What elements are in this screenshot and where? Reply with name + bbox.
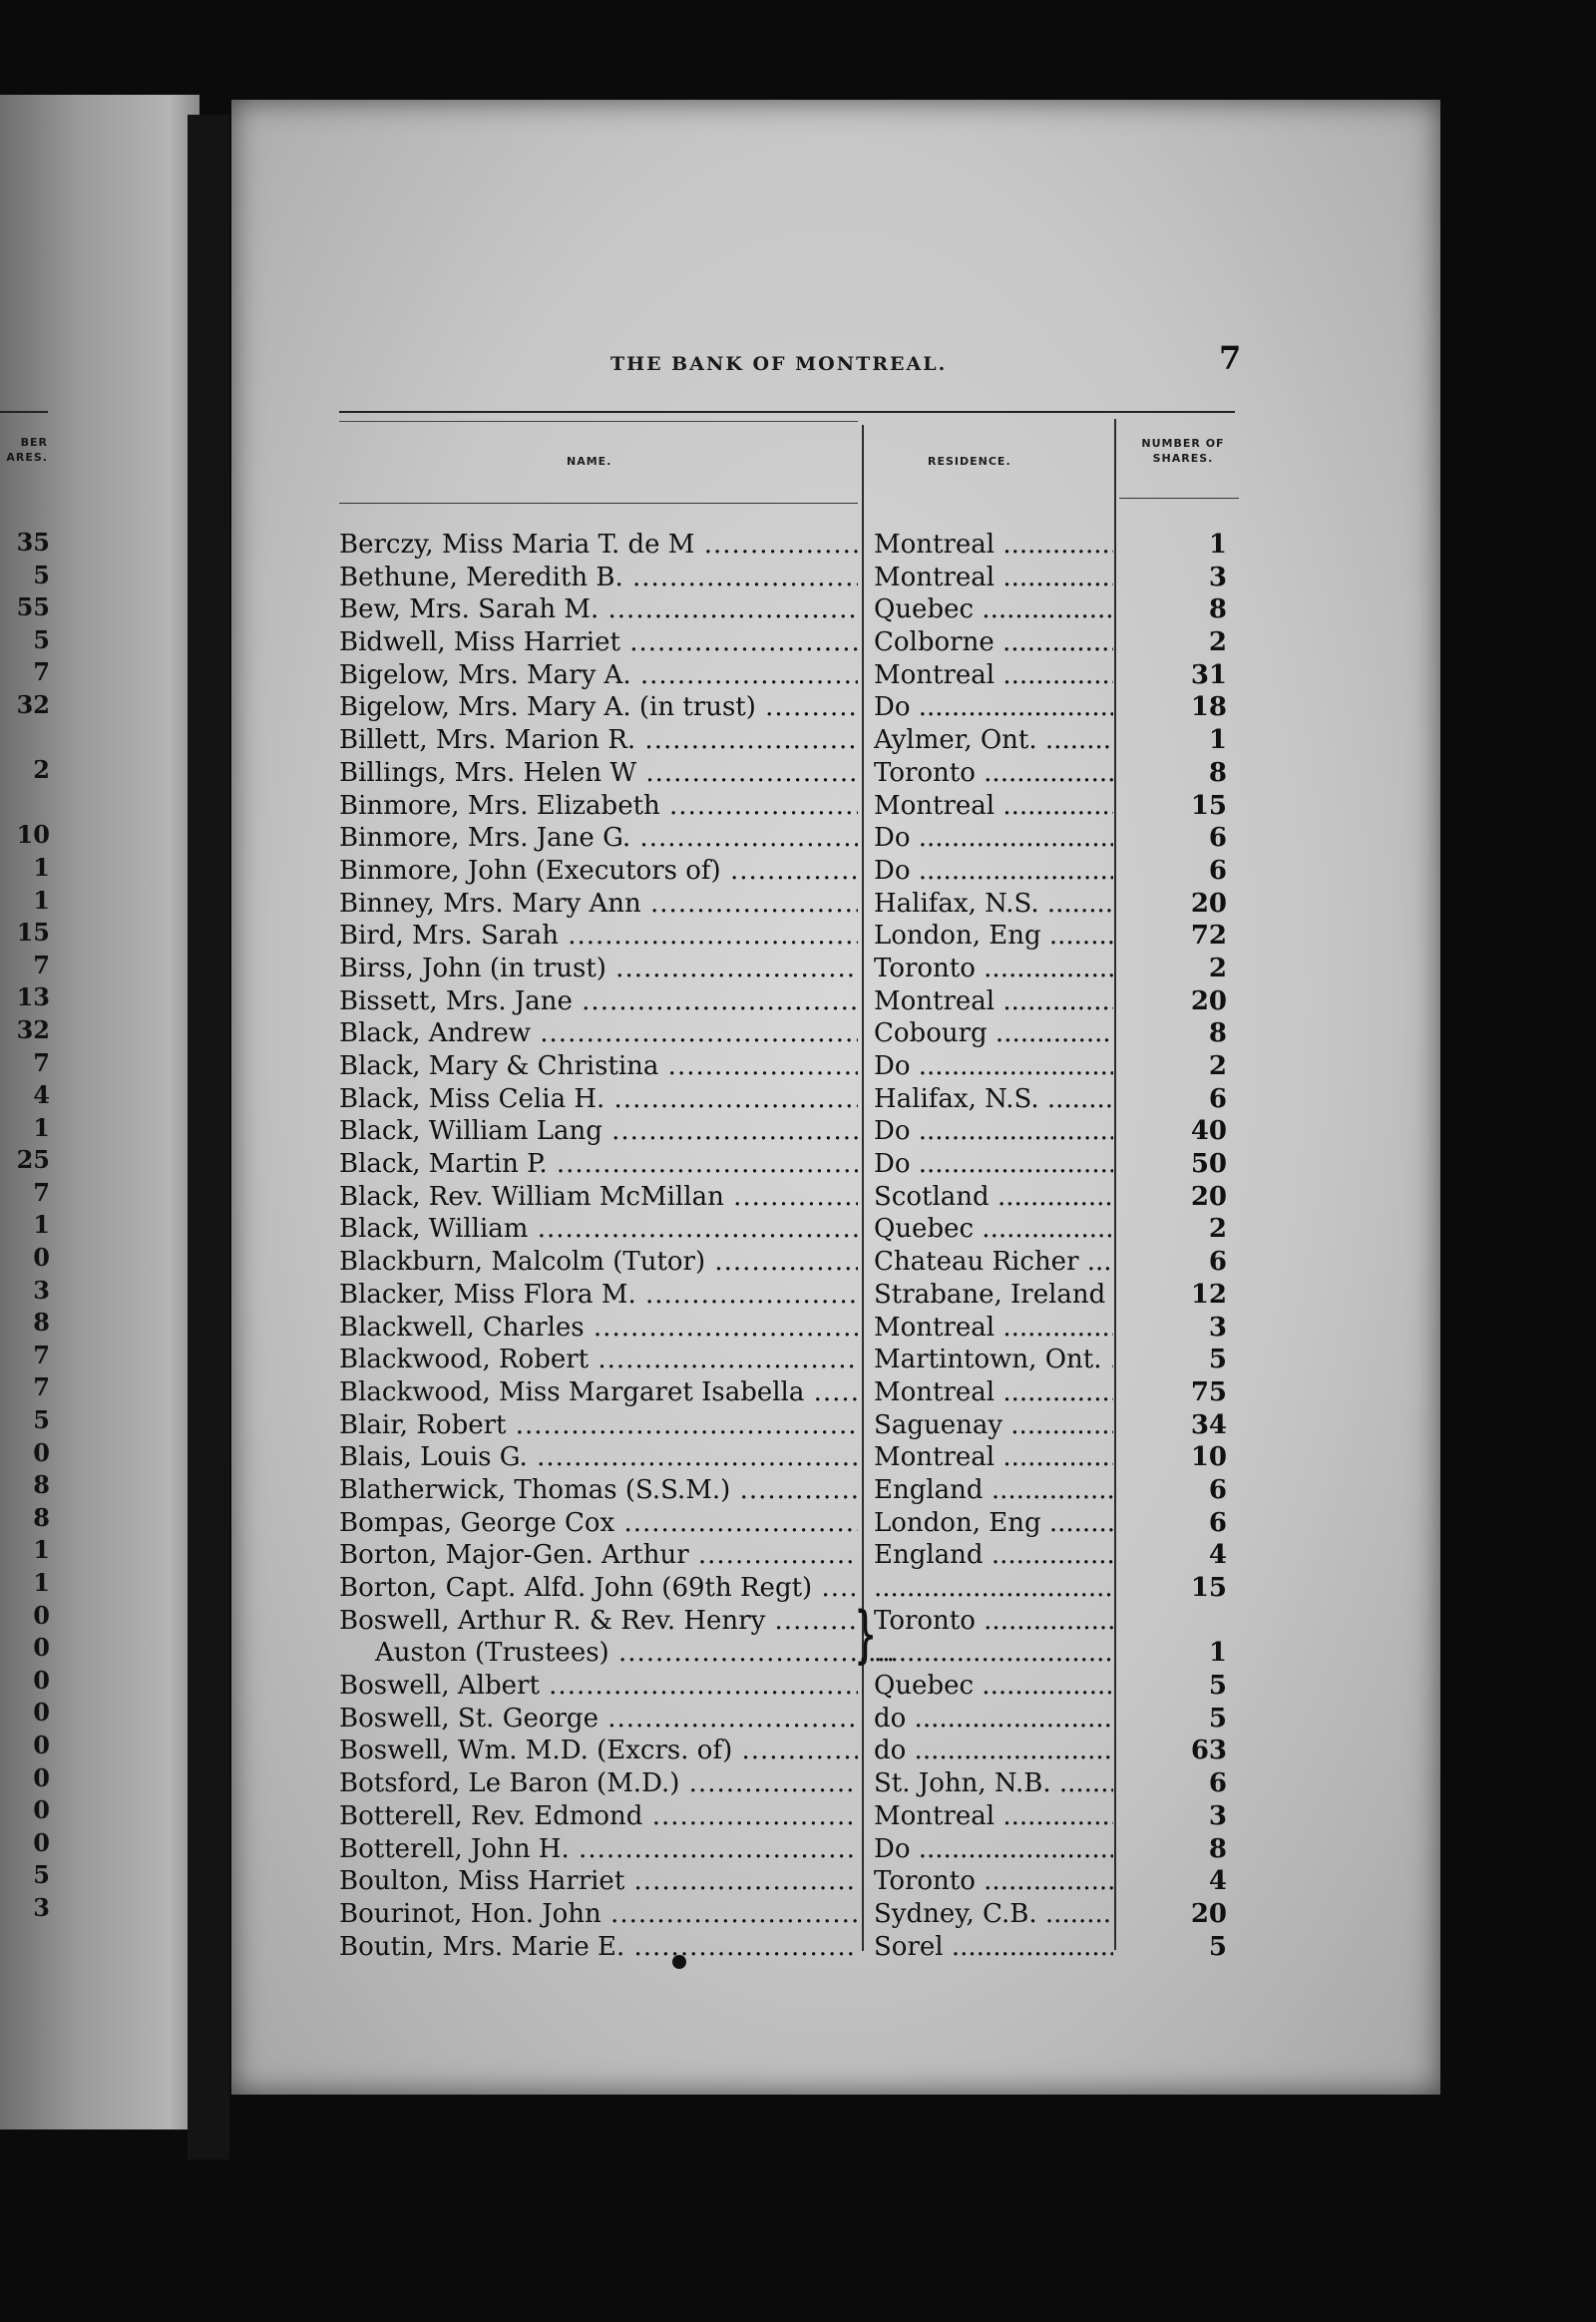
- shareholder-name: Binmore, Mrs. Jane G. .....: [339, 822, 858, 854]
- shareholder-residence: Do .....: [874, 691, 1113, 723]
- shareholder-shares: 40: [1190, 1116, 1227, 1147]
- facing-page-number: 0: [33, 1698, 50, 1728]
- shareholder-residence: Do .....: [874, 855, 1113, 887]
- shareholder-shares: 3: [1208, 1312, 1227, 1343]
- facing-page-number: 0: [33, 1633, 50, 1663]
- facing-page-number: 5: [33, 1860, 50, 1890]
- shareholder-shares: 63: [1190, 1736, 1227, 1766]
- shareholder-residence: Martintown, Ont. .....: [874, 1344, 1113, 1375]
- shareholder-name: Bigelow, Mrs. Mary A. (in trust) .....: [339, 691, 858, 723]
- shareholder-shares: 3: [1208, 562, 1227, 592]
- running-head: THE BANK OF MONTREAL.: [610, 353, 948, 375]
- shareholder-shares: 20: [1190, 1898, 1227, 1929]
- table-row: [0, 562, 1596, 594]
- shareholder-shares: 5: [1208, 1703, 1227, 1734]
- page-number: 7: [1219, 339, 1242, 377]
- facing-page-number: 55: [16, 592, 50, 622]
- table-row: [0, 1441, 1596, 1474]
- table-row: [0, 790, 1596, 823]
- shareholder-name: Boswell, Arthur R. & Rev. Henry .....: [339, 1605, 858, 1637]
- table-row: [0, 1279, 1596, 1312]
- shareholder-shares: 8: [1208, 1833, 1227, 1864]
- table-row: [0, 626, 1596, 659]
- facing-page-number: 0: [33, 1730, 50, 1759]
- shareholder-residence: London, Eng .....: [874, 920, 1113, 952]
- facing-page-number: 8: [33, 1308, 50, 1338]
- table-row: [0, 1637, 1596, 1670]
- shareholder-shares: 10: [1190, 1442, 1227, 1473]
- facing-page-number: 4: [33, 1080, 50, 1110]
- facing-page-number: 0: [33, 1243, 50, 1273]
- table-row: [0, 1050, 1596, 1083]
- shareholder-list: [0, 529, 1596, 1963]
- facing-page-column-header: BER ARES.: [6, 436, 48, 464]
- shareholder-residence: Do .....: [874, 822, 1113, 854]
- facing-page-number: 1: [33, 1535, 50, 1565]
- shareholder-name: Blackwood, Robert .....: [339, 1344, 858, 1375]
- facing-page-number: 0: [33, 1600, 50, 1630]
- table-row: [0, 1474, 1596, 1507]
- shareholder-name: Bew, Mrs. Sarah M. .....: [339, 593, 858, 625]
- table-row: [0, 659, 1596, 692]
- shareholder-name: Black, William Lang .....: [339, 1115, 858, 1147]
- shareholder-residence: Quebec .....: [874, 593, 1113, 625]
- table-row: [0, 1767, 1596, 1800]
- shareholder-residence: do .....: [874, 1703, 1113, 1735]
- table-row: [0, 1800, 1596, 1833]
- shareholder-name: Blacker, Miss Flora M. .....: [339, 1279, 858, 1311]
- shareholder-name: Botterell, John H. .....: [339, 1833, 858, 1865]
- facing-page-rule: [0, 411, 48, 413]
- shareholder-name: Binmore, John (Executors of) .....: [339, 855, 858, 887]
- table-row: [0, 1312, 1596, 1345]
- shareholder-shares: 12: [1190, 1279, 1227, 1310]
- shareholder-residence: Montreal .....: [874, 1441, 1113, 1473]
- facing-page-number: 0: [33, 1665, 50, 1695]
- shareholder-shares: 4: [1208, 1540, 1227, 1571]
- shareholder-name: Black, Rev. William McMillan .....: [339, 1181, 858, 1213]
- table-row: [0, 1833, 1596, 1866]
- name-column-rule: [339, 503, 858, 504]
- shareholder-residence: Montreal .....: [874, 790, 1113, 822]
- shareholder-residence: Sydney, C.B. .....: [874, 1898, 1113, 1930]
- facing-page-number: 8: [33, 1470, 50, 1500]
- shareholder-name: Borton, Capt. Alfd. John (69th Regt) .....: [339, 1572, 858, 1604]
- facing-page-number: 15: [16, 918, 50, 948]
- shareholder-shares: 15: [1190, 1573, 1227, 1603]
- shareholder-name: Bompas, George Cox .....: [339, 1507, 858, 1539]
- table-row: [0, 1735, 1596, 1767]
- shareholder-shares: 8: [1208, 757, 1227, 788]
- table-row: [0, 1931, 1596, 1964]
- shareholder-name: Boswell, Albert .....: [339, 1670, 858, 1702]
- shareholder-residence: [874, 1637, 1113, 1669]
- shareholder-residence: Montreal .....: [874, 529, 1113, 561]
- shareholder-residence: Montreal .....: [874, 985, 1113, 1017]
- table-row: [0, 724, 1596, 757]
- shareholder-shares: 6: [1208, 855, 1227, 886]
- facing-page-number: 1: [33, 1568, 50, 1597]
- shareholder-residence: Sorel .....: [874, 1931, 1113, 1963]
- shareholder-shares: 50: [1190, 1149, 1227, 1180]
- shareholder-residence: Do .....: [874, 1833, 1113, 1865]
- table-row: [0, 1017, 1596, 1050]
- table-row: [0, 1083, 1596, 1116]
- shareholder-shares: 6: [1208, 1507, 1227, 1538]
- shareholder-shares: 34: [1190, 1409, 1227, 1440]
- shareholder-shares: 8: [1208, 1018, 1227, 1049]
- shareholder-name: Berczy, Miss Maria T. de M .....: [339, 529, 858, 561]
- facing-page-number: 7: [33, 1372, 50, 1402]
- table-row: [0, 1344, 1596, 1376]
- shareholder-shares: 20: [1190, 985, 1227, 1016]
- shareholder-residence: Strabane, Ireland .....: [874, 1279, 1113, 1311]
- table-row: [0, 757, 1596, 790]
- shareholder-residence: England .....: [874, 1539, 1113, 1571]
- shareholder-residence: Saguenay .....: [874, 1409, 1113, 1441]
- facing-page-number: 0: [33, 1827, 50, 1857]
- shareholder-residence: Colborne .....: [874, 626, 1113, 658]
- shareholder-name: Black, Martin P. .....: [339, 1148, 858, 1180]
- shareholder-residence: Quebec .....: [874, 1670, 1113, 1702]
- shareholder-name: Blair, Robert .....: [339, 1409, 858, 1441]
- table-row: [0, 1507, 1596, 1540]
- shareholder-shares: 5: [1208, 1931, 1227, 1962]
- shareholder-shares: 2: [1208, 953, 1227, 983]
- shareholder-residence: Scotland .....: [874, 1181, 1113, 1213]
- shareholder-shares: 1: [1208, 725, 1227, 756]
- shareholder-name: Blais, Louis G. .....: [339, 1441, 858, 1473]
- shareholder-residence: Chateau Richer .....: [874, 1246, 1113, 1278]
- facing-page-number: 25: [16, 1145, 50, 1175]
- facing-page-number: 1: [33, 885, 50, 915]
- shareholder-shares: 75: [1190, 1376, 1227, 1407]
- facing-page-number: 7: [33, 1340, 50, 1369]
- table-row: [0, 855, 1596, 888]
- shareholder-shares: 1: [1208, 530, 1227, 560]
- facing-page-number: 8: [33, 1502, 50, 1532]
- table-row: [0, 822, 1596, 855]
- shareholder-name: Botsford, Le Baron (M.D.) .....: [339, 1767, 858, 1799]
- shareholder-name: Borton, Major-Gen. Arthur .....: [339, 1539, 858, 1571]
- facing-page-number: 32: [16, 1014, 50, 1044]
- shareholder-shares: 4: [1208, 1866, 1227, 1897]
- table-row: [0, 1605, 1596, 1638]
- shareholder-shares: 6: [1208, 1083, 1227, 1114]
- facing-page-number: 35: [16, 528, 50, 557]
- shareholder-name: Black, Miss Celia H. .....: [339, 1083, 858, 1115]
- facing-page-number: 3: [33, 1275, 50, 1305]
- shareholder-shares: 3: [1208, 1800, 1227, 1831]
- column-header-residence: RESIDENCE.: [928, 455, 1011, 468]
- shareholder-residence: do .....: [874, 1735, 1113, 1766]
- shareholder-shares: 6: [1208, 1474, 1227, 1505]
- shareholder-residence: Toronto .....: [874, 757, 1113, 789]
- shareholder-name: Bigelow, Mrs. Mary A. .....: [339, 659, 858, 691]
- shareholder-shares: 6: [1208, 1247, 1227, 1278]
- facing-page-number: 0: [33, 1437, 50, 1467]
- table-row: [0, 1898, 1596, 1931]
- shareholder-name: Boswell, St. George .....: [339, 1703, 858, 1735]
- shareholder-residence: Montreal .....: [874, 562, 1113, 593]
- shareholder-residence: St. John, N.B. .....: [874, 1767, 1113, 1799]
- table-row: [0, 1246, 1596, 1279]
- shareholder-name: Blatherwick, Thomas (S.S.M.) .....: [339, 1474, 858, 1506]
- table-row: [0, 529, 1596, 562]
- facing-page-number: 5: [33, 624, 50, 654]
- shareholder-name: Bird, Mrs. Sarah .....: [339, 920, 858, 952]
- shareholder-shares: 6: [1208, 823, 1227, 854]
- shareholder-residence: Toronto .....: [874, 1605, 1113, 1637]
- shareholder-name: Bissett, Mrs. Jane .....: [339, 985, 858, 1017]
- table-row: [0, 1703, 1596, 1736]
- shareholder-residence: Aylmer, Ont. .....: [874, 724, 1113, 756]
- shareholder-residence: Halifax, N.S. .....: [874, 1083, 1113, 1115]
- shareholder-shares: 5: [1208, 1671, 1227, 1702]
- shareholder-residence: Halifax, N.S. .....: [874, 888, 1113, 920]
- shareholder-shares: 15: [1190, 790, 1227, 821]
- shareholder-name: Botterell, Rev. Edmond .....: [339, 1800, 858, 1832]
- table-row: [0, 1181, 1596, 1214]
- shareholder-residence: Montreal .....: [874, 1312, 1113, 1344]
- shareholder-name: Billings, Mrs. Helen W .....: [339, 757, 858, 789]
- table-row: [0, 1409, 1596, 1442]
- shareholder-shares: 2: [1208, 627, 1227, 658]
- facing-page-number: 7: [33, 950, 50, 979]
- shareholder-name: Black, Mary & Christina .....: [339, 1050, 858, 1082]
- shareholder-name: Birss, John (in trust) .....: [339, 953, 858, 984]
- table-row: [0, 691, 1596, 724]
- column-header-shares: NUMBER OF SHARES.: [1141, 437, 1225, 465]
- column-header-name: NAME.: [567, 455, 612, 468]
- shareholder-residence: England .....: [874, 1474, 1113, 1506]
- shareholder-name: Black, William .....: [339, 1213, 858, 1245]
- table-row: [0, 920, 1596, 953]
- shareholder-shares: 1: [1208, 1638, 1227, 1669]
- table-row: [0, 1865, 1596, 1898]
- shareholder-name: Bethune, Meredith B. .....: [339, 562, 858, 593]
- shareholder-name: Boswell, Wm. M.D. (Excrs. of) .....: [339, 1735, 858, 1766]
- shareholder-shares: 20: [1190, 888, 1227, 919]
- table-row: [0, 1572, 1596, 1605]
- shareholder-name: Boulton, Miss Harriet .....: [339, 1865, 858, 1897]
- facing-page-number: 3: [33, 1892, 50, 1922]
- facing-page-number: 13: [16, 982, 50, 1012]
- table-row: [0, 1670, 1596, 1703]
- shareholder-shares: 18: [1190, 692, 1227, 723]
- shareholder-name: Black, Andrew .....: [339, 1017, 858, 1049]
- shareholder-shares: 31: [1190, 659, 1227, 690]
- table-row: [0, 1148, 1596, 1181]
- table-row: [0, 888, 1596, 921]
- facing-page-number: 2: [33, 755, 50, 785]
- table-row: [0, 985, 1596, 1018]
- shareholder-name: Blackwell, Charles .....: [339, 1312, 858, 1344]
- table-row: [0, 1213, 1596, 1246]
- facing-page-number: 5: [33, 1405, 50, 1435]
- trustees-brace: }: [853, 1598, 878, 1671]
- shareholder-name: Boutin, Mrs. Marie E. .....: [339, 1931, 858, 1963]
- shareholder-name: Bidwell, Miss Harriet .....: [339, 626, 858, 658]
- shareholder-name: Auston (Trustees) .....: [339, 1637, 894, 1669]
- shareholder-residence: London, Eng .....: [874, 1507, 1113, 1539]
- shareholder-residence: Toronto .....: [874, 1865, 1113, 1897]
- shareholder-residence: Cobourg .....: [874, 1017, 1113, 1049]
- shareholder-shares: 2: [1208, 1051, 1227, 1081]
- facing-page-number: 7: [33, 1177, 50, 1207]
- shareholder-residence: Do .....: [874, 1115, 1113, 1147]
- shareholder-residence: Toronto .....: [874, 953, 1113, 984]
- shareholder-residence: Montreal .....: [874, 659, 1113, 691]
- shareholder-name: Binney, Mrs. Mary Ann .....: [339, 888, 858, 920]
- shareholder-shares: 72: [1190, 921, 1227, 952]
- shareholder-name: Blackburn, Malcolm (Tutor) .....: [339, 1246, 858, 1278]
- shareholder-residence: Do .....: [874, 1148, 1113, 1180]
- shareholder-residence: Quebec .....: [874, 1213, 1113, 1245]
- shares-column-rule: [1119, 498, 1239, 499]
- facing-page-number: 1: [33, 852, 50, 882]
- shareholder-name: Billett, Mrs. Marion R. .....: [339, 724, 858, 756]
- shareholder-residence: Montreal .....: [874, 1376, 1113, 1408]
- facing-page-number: 0: [33, 1762, 50, 1792]
- facing-page-number: 32: [16, 689, 50, 719]
- facing-page-number: 7: [33, 1047, 50, 1077]
- table-row: [0, 593, 1596, 626]
- table-row: [0, 1115, 1596, 1148]
- shareholder-shares: 5: [1208, 1345, 1227, 1375]
- shareholder-name: Bourinot, Hon. John .....: [339, 1898, 858, 1930]
- shareholder-shares: 2: [1208, 1214, 1227, 1245]
- table-row: [0, 953, 1596, 985]
- shareholder-name: Blackwood, Miss Margaret Isabella .....: [339, 1376, 858, 1408]
- shareholder-shares: 6: [1208, 1768, 1227, 1799]
- facing-page-number: 10: [16, 820, 50, 850]
- table-row: [0, 1376, 1596, 1409]
- facing-page-number: 7: [33, 657, 50, 687]
- shareholder-name: Binmore, Mrs. Elizabeth .....: [339, 790, 858, 822]
- shareholder-residence: Do .....: [874, 1050, 1113, 1082]
- header-rule: [339, 411, 1235, 413]
- ink-dot: [672, 1955, 686, 1969]
- shareholder-shares: 8: [1208, 594, 1227, 625]
- shareholder-shares: 20: [1190, 1181, 1227, 1212]
- facing-page-number: 5: [33, 560, 50, 589]
- table-row: [0, 1539, 1596, 1572]
- facing-page-number: 0: [33, 1795, 50, 1825]
- facing-page-number: 1: [33, 1112, 50, 1142]
- shareholder-residence: [874, 1572, 1113, 1604]
- shareholder-residence: Montreal .....: [874, 1800, 1113, 1832]
- header-rule-thin: [339, 421, 858, 422]
- facing-page-number: 1: [33, 1210, 50, 1240]
